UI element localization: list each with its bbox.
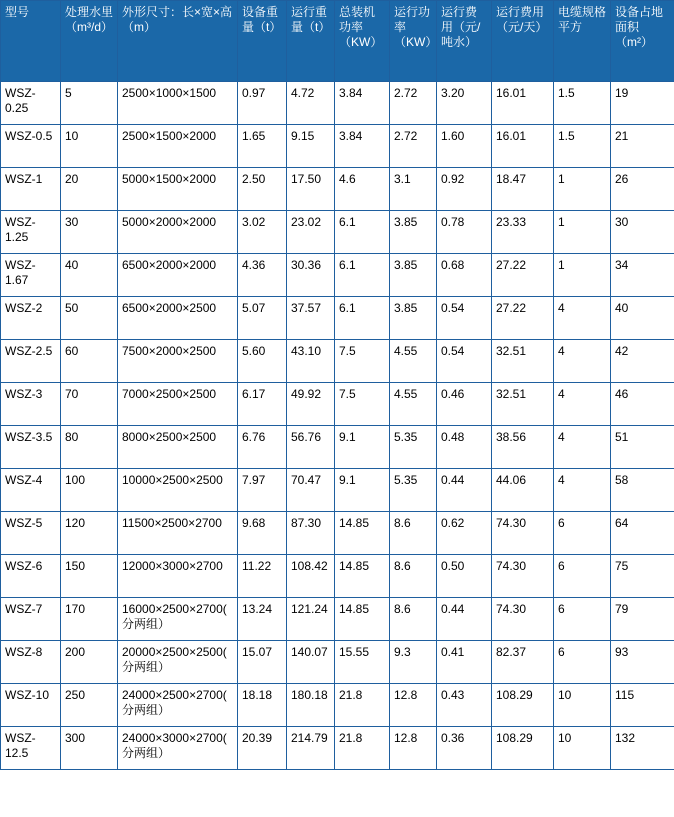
- cell-cost-per-day: 16.01: [492, 125, 554, 168]
- table-row: [1, 426, 674, 469]
- cell-model: WSZ-2: [1, 297, 61, 340]
- cell-dimensions: 7000×2500×2500: [118, 383, 238, 426]
- cell-cable-spec: 1: [554, 211, 611, 254]
- cell-operating-weight: 17.50: [287, 168, 335, 211]
- cell-dimensions: 24000×2500×2700(分两组）: [118, 684, 238, 727]
- cell-cost-per-day: 74.30: [492, 555, 554, 598]
- cell-operating-weight: 43.10: [287, 340, 335, 383]
- cell-model: WSZ-7: [1, 598, 61, 641]
- cell-capacity: 80: [61, 426, 118, 469]
- cell-total-power: 9.1: [335, 426, 390, 469]
- cell-capacity: 70: [61, 383, 118, 426]
- cell-cost-per-ton: 0.50: [437, 555, 492, 598]
- cell-cost-per-ton: 0.54: [437, 297, 492, 340]
- cell-footprint: 58: [611, 469, 674, 512]
- cell-footprint: 115: [611, 684, 674, 727]
- table-row: [1, 254, 674, 297]
- cell-equipment-weight: 9.68: [238, 512, 287, 555]
- cell-cost-per-day: 32.51: [492, 383, 554, 426]
- cell-cost-per-day: 32.51: [492, 340, 554, 383]
- cell-cost-per-day: 108.29: [492, 727, 554, 770]
- cell-total-power: 21.8: [335, 684, 390, 727]
- cell-cable-spec: 6: [554, 641, 611, 684]
- cell-model: WSZ-4: [1, 469, 61, 512]
- cell-cable-spec: 4: [554, 297, 611, 340]
- cell-cost-per-ton: 1.60: [437, 125, 492, 168]
- cell-model: WSZ-1.67: [1, 254, 61, 297]
- cell-total-power: 7.5: [335, 383, 390, 426]
- cell-total-power: 6.1: [335, 254, 390, 297]
- cell-total-power: 21.8: [335, 727, 390, 770]
- table-body: [1, 82, 674, 770]
- column-header-cost-per-day: 运行费用（元/天）: [492, 1, 554, 82]
- cell-cable-spec: 4: [554, 340, 611, 383]
- cell-total-power: 4.6: [335, 168, 390, 211]
- cell-equipment-weight: 11.22: [238, 555, 287, 598]
- cell-total-power: 3.84: [335, 82, 390, 125]
- cell-cost-per-ton: 0.41: [437, 641, 492, 684]
- cell-equipment-weight: 20.39: [238, 727, 287, 770]
- cell-model: WSZ-8: [1, 641, 61, 684]
- column-header-dimensions: 外形尺寸：长×宽×高（m）: [118, 1, 238, 82]
- table-row: [1, 727, 674, 770]
- column-header-operating-power: 运行功率（KW）: [390, 1, 437, 82]
- cell-equipment-weight: 1.65: [238, 125, 287, 168]
- cell-cable-spec: 1: [554, 254, 611, 297]
- cell-total-power: 6.1: [335, 297, 390, 340]
- cell-cost-per-ton: 0.54: [437, 340, 492, 383]
- cell-capacity: 50: [61, 297, 118, 340]
- cell-capacity: 5: [61, 82, 118, 125]
- cell-operating-power: 3.85: [390, 297, 437, 340]
- cell-cost-per-ton: 3.20: [437, 82, 492, 125]
- cell-footprint: 26: [611, 168, 674, 211]
- cell-capacity: 170: [61, 598, 118, 641]
- cell-operating-weight: 30.36: [287, 254, 335, 297]
- table-row: [1, 125, 674, 168]
- column-header-cable-spec: 电缆规格平方: [554, 1, 611, 82]
- cell-equipment-weight: 7.97: [238, 469, 287, 512]
- table-row: [1, 168, 674, 211]
- cell-operating-power: 3.1: [390, 168, 437, 211]
- cell-dimensions: 20000×2500×2500(分两组）: [118, 641, 238, 684]
- column-header-cost-per-ton: 运行费用（元/吨水）: [437, 1, 492, 82]
- cell-cost-per-ton: 0.78: [437, 211, 492, 254]
- cell-capacity: 30: [61, 211, 118, 254]
- cell-total-power: 6.1: [335, 211, 390, 254]
- cell-footprint: 19: [611, 82, 674, 125]
- cell-capacity: 150: [61, 555, 118, 598]
- cell-operating-power: 8.6: [390, 598, 437, 641]
- cell-dimensions: 2500×1000×1500: [118, 82, 238, 125]
- table-row: [1, 512, 674, 555]
- cell-operating-weight: 180.18: [287, 684, 335, 727]
- cell-operating-power: 5.35: [390, 469, 437, 512]
- cell-cost-per-day: 38.56: [492, 426, 554, 469]
- cell-model: WSZ-3.5: [1, 426, 61, 469]
- cell-operating-weight: 9.15: [287, 125, 335, 168]
- cell-operating-weight: 56.76: [287, 426, 335, 469]
- cell-cost-per-ton: 0.44: [437, 469, 492, 512]
- column-header-footprint: 设备占地面积（m²）: [611, 1, 674, 82]
- cell-cable-spec: 10: [554, 727, 611, 770]
- cell-operating-power: 2.72: [390, 82, 437, 125]
- cell-equipment-weight: 6.76: [238, 426, 287, 469]
- cell-cost-per-day: 16.01: [492, 82, 554, 125]
- table-row: [1, 297, 674, 340]
- cell-footprint: 40: [611, 297, 674, 340]
- cell-footprint: 42: [611, 340, 674, 383]
- cell-capacity: 60: [61, 340, 118, 383]
- table-row: [1, 82, 674, 125]
- cell-operating-weight: 87.30: [287, 512, 335, 555]
- cell-total-power: 15.55: [335, 641, 390, 684]
- cell-footprint: 46: [611, 383, 674, 426]
- cell-equipment-weight: 4.36: [238, 254, 287, 297]
- cell-cost-per-day: 44.06: [492, 469, 554, 512]
- cell-cost-per-day: 108.29: [492, 684, 554, 727]
- cell-cable-spec: 10: [554, 684, 611, 727]
- cell-total-power: 14.85: [335, 512, 390, 555]
- cell-equipment-weight: 15.07: [238, 641, 287, 684]
- table-row: [1, 641, 674, 684]
- cell-cost-per-day: 74.30: [492, 598, 554, 641]
- cell-dimensions: 2500×1500×2000: [118, 125, 238, 168]
- cell-operating-weight: 121.24: [287, 598, 335, 641]
- cell-footprint: 75: [611, 555, 674, 598]
- cell-capacity: 200: [61, 641, 118, 684]
- cell-operating-weight: 140.07: [287, 641, 335, 684]
- cell-footprint: 79: [611, 598, 674, 641]
- cell-dimensions: 6500×2000×2500: [118, 297, 238, 340]
- cell-cost-per-day: 18.47: [492, 168, 554, 211]
- cell-cost-per-ton: 0.92: [437, 168, 492, 211]
- cell-cable-spec: 1.5: [554, 125, 611, 168]
- cell-capacity: 20: [61, 168, 118, 211]
- cell-total-power: 14.85: [335, 598, 390, 641]
- cell-operating-weight: 4.72: [287, 82, 335, 125]
- table-row: [1, 684, 674, 727]
- cell-model: WSZ-0.5: [1, 125, 61, 168]
- cell-dimensions: 5000×1500×2000: [118, 168, 238, 211]
- cell-total-power: 7.5: [335, 340, 390, 383]
- cell-operating-power: 12.8: [390, 684, 437, 727]
- cell-operating-weight: 70.47: [287, 469, 335, 512]
- table-header: [1, 1, 674, 82]
- cell-operating-power: 4.55: [390, 340, 437, 383]
- cell-dimensions: 5000×2000×2000: [118, 211, 238, 254]
- cell-operating-weight: 49.92: [287, 383, 335, 426]
- cell-total-power: 3.84: [335, 125, 390, 168]
- table-row: [1, 469, 674, 512]
- cell-cost-per-ton: 0.36: [437, 727, 492, 770]
- table-row: [1, 383, 674, 426]
- cell-capacity: 40: [61, 254, 118, 297]
- cell-equipment-weight: 13.24: [238, 598, 287, 641]
- cell-model: WSZ-3: [1, 383, 61, 426]
- cell-model: WSZ-2.5: [1, 340, 61, 383]
- cell-equipment-weight: 6.17: [238, 383, 287, 426]
- cell-cost-per-ton: 0.44: [437, 598, 492, 641]
- cell-operating-power: 4.55: [390, 383, 437, 426]
- cell-cost-per-day: 74.30: [492, 512, 554, 555]
- cell-cost-per-ton: 0.43: [437, 684, 492, 727]
- cell-model: WSZ-5: [1, 512, 61, 555]
- cell-footprint: 21: [611, 125, 674, 168]
- table-header-row: [1, 1, 674, 82]
- cell-model: WSZ-12.5: [1, 727, 61, 770]
- cell-equipment-weight: 0.97: [238, 82, 287, 125]
- cell-cable-spec: 4: [554, 426, 611, 469]
- cell-equipment-weight: 5.07: [238, 297, 287, 340]
- cell-dimensions: 11500×2500×2700: [118, 512, 238, 555]
- cell-cable-spec: 6: [554, 512, 611, 555]
- column-header-model: 型号: [1, 1, 61, 82]
- cell-operating-weight: 214.79: [287, 727, 335, 770]
- cell-footprint: 34: [611, 254, 674, 297]
- table-row: [1, 340, 674, 383]
- cell-operating-power: 2.72: [390, 125, 437, 168]
- column-header-total-power: 总装机功率（KW）: [335, 1, 390, 82]
- cell-model: WSZ-0.25: [1, 82, 61, 125]
- cell-footprint: 30: [611, 211, 674, 254]
- cell-operating-weight: 108.42: [287, 555, 335, 598]
- cell-cost-per-day: 27.22: [492, 297, 554, 340]
- cell-dimensions: 6500×2000×2000: [118, 254, 238, 297]
- table-row: [1, 211, 674, 254]
- cell-cost-per-day: 82.37: [492, 641, 554, 684]
- cell-dimensions: 8000×2500×2500: [118, 426, 238, 469]
- cell-total-power: 14.85: [335, 555, 390, 598]
- cell-cable-spec: 6: [554, 598, 611, 641]
- cell-cable-spec: 6: [554, 555, 611, 598]
- cell-cost-per-ton: 0.62: [437, 512, 492, 555]
- cell-model: WSZ-10: [1, 684, 61, 727]
- cell-cable-spec: 1: [554, 168, 611, 211]
- table-row: [1, 598, 674, 641]
- cell-capacity: 300: [61, 727, 118, 770]
- cell-dimensions: 24000×3000×2700(分两组）: [118, 727, 238, 770]
- cell-cable-spec: 4: [554, 383, 611, 426]
- cell-operating-power: 3.85: [390, 254, 437, 297]
- cell-capacity: 120: [61, 512, 118, 555]
- cell-cost-per-ton: 0.46: [437, 383, 492, 426]
- cell-equipment-weight: 3.02: [238, 211, 287, 254]
- cell-footprint: 132: [611, 727, 674, 770]
- cell-dimensions: 16000×2500×2700(分两组）: [118, 598, 238, 641]
- cell-dimensions: 12000×3000×2700: [118, 555, 238, 598]
- cell-model: WSZ-1: [1, 168, 61, 211]
- cell-cable-spec: 4: [554, 469, 611, 512]
- cell-dimensions: 7500×2000×2500: [118, 340, 238, 383]
- cell-footprint: 93: [611, 641, 674, 684]
- cell-operating-power: 5.35: [390, 426, 437, 469]
- cell-capacity: 250: [61, 684, 118, 727]
- column-header-equipment-weight: 设备重量（t）: [238, 1, 287, 82]
- cell-footprint: 64: [611, 512, 674, 555]
- cell-cost-per-ton: 0.68: [437, 254, 492, 297]
- cell-capacity: 100: [61, 469, 118, 512]
- cell-operating-power: 9.3: [390, 641, 437, 684]
- cell-operating-power: 3.85: [390, 211, 437, 254]
- cell-footprint: 51: [611, 426, 674, 469]
- cell-cost-per-ton: 0.48: [437, 426, 492, 469]
- table-row: [1, 555, 674, 598]
- cell-operating-weight: 37.57: [287, 297, 335, 340]
- cell-capacity: 10: [61, 125, 118, 168]
- column-header-capacity: 处理水里（m³/d）: [61, 1, 118, 82]
- cell-model: WSZ-1.25: [1, 211, 61, 254]
- cell-operating-power: 8.6: [390, 555, 437, 598]
- column-header-operating-weight: 运行重量（t）: [287, 1, 335, 82]
- cell-operating-weight: 23.02: [287, 211, 335, 254]
- cell-cost-per-day: 27.22: [492, 254, 554, 297]
- cell-cost-per-day: 23.33: [492, 211, 554, 254]
- cell-total-power: 9.1: [335, 469, 390, 512]
- cell-cable-spec: 1.5: [554, 82, 611, 125]
- cell-dimensions: 10000×2500×2500: [118, 469, 238, 512]
- cell-equipment-weight: 2.50: [238, 168, 287, 211]
- cell-operating-power: 12.8: [390, 727, 437, 770]
- cell-equipment-weight: 18.18: [238, 684, 287, 727]
- cell-operating-power: 8.6: [390, 512, 437, 555]
- cell-equipment-weight: 5.60: [238, 340, 287, 383]
- cell-model: WSZ-6: [1, 555, 61, 598]
